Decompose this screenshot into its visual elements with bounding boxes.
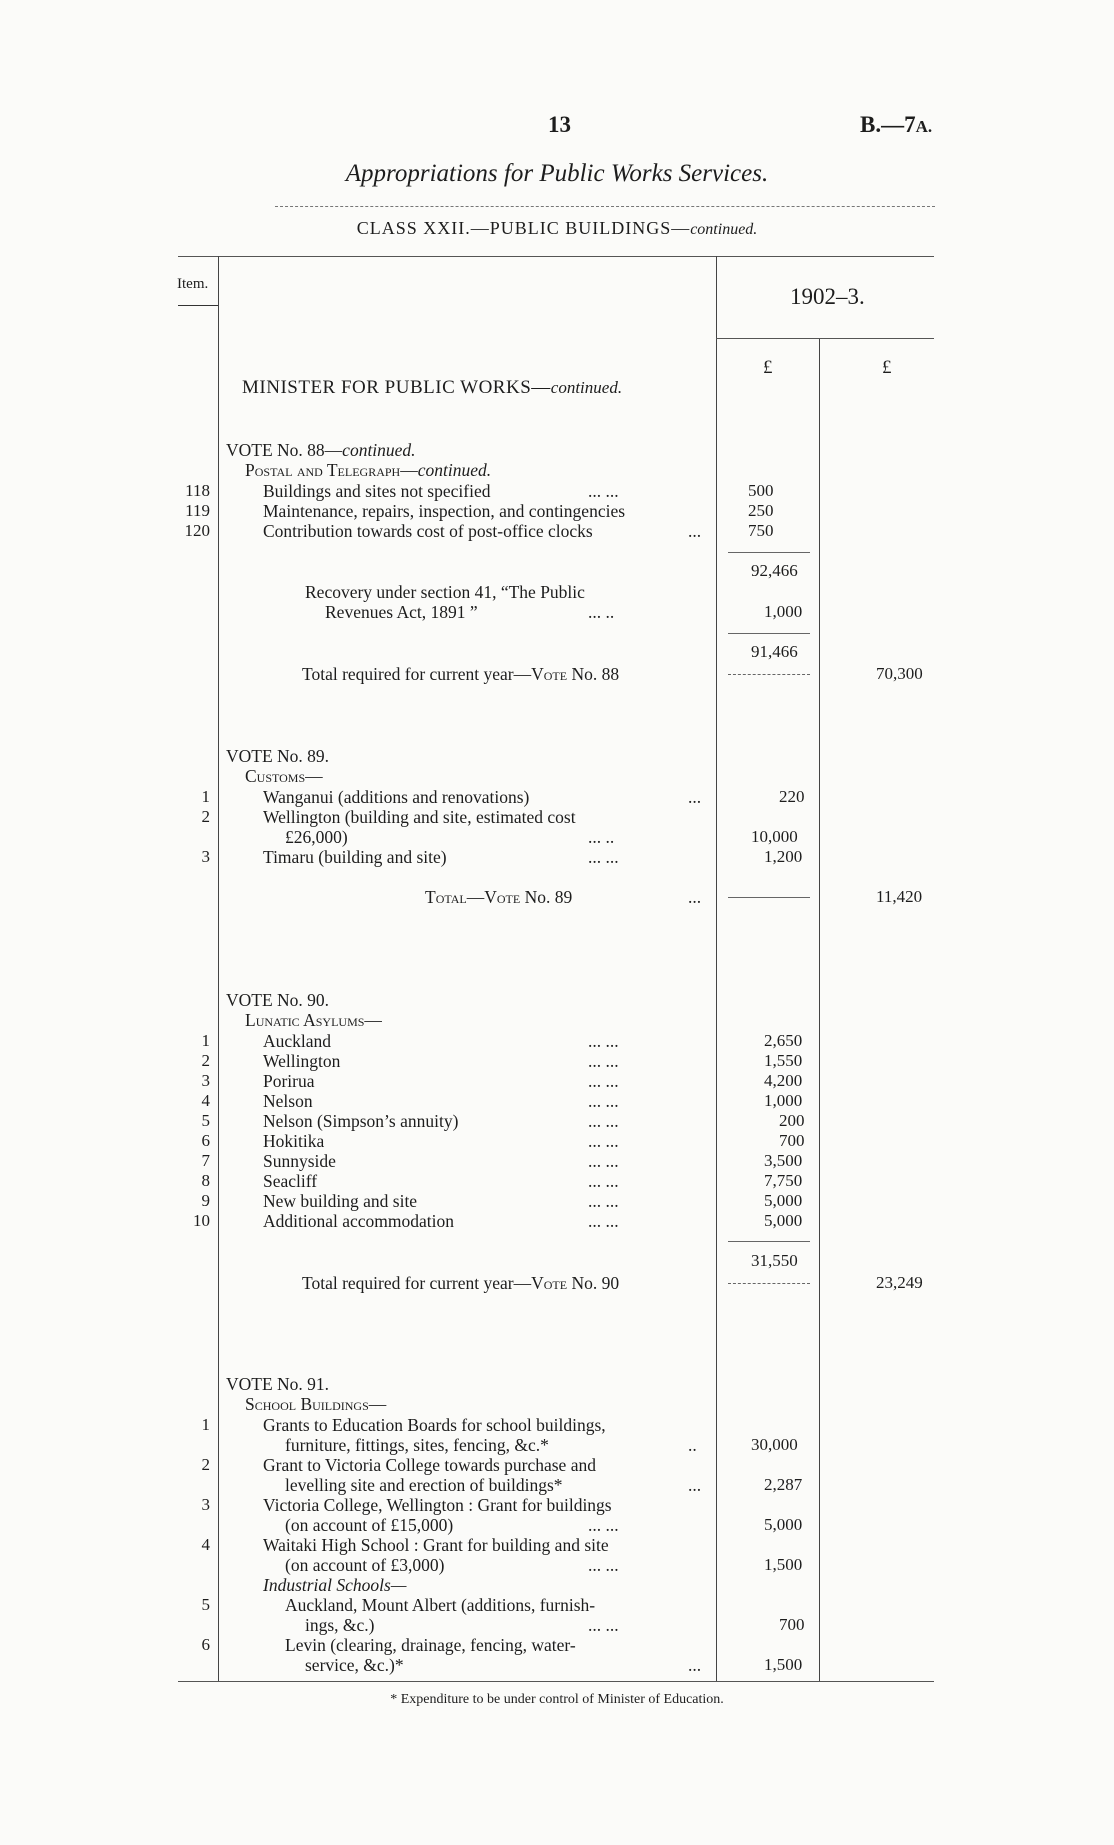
leader-dots: ... ... xyxy=(588,847,619,867)
item-number: 5 xyxy=(201,1111,210,1130)
item-amount: 5,000 xyxy=(764,1191,803,1210)
amount-column-divider xyxy=(819,338,820,1681)
item-description: Additional accommodation xyxy=(263,1211,454,1231)
item-description: Contribution towards cost of post-office clocks xyxy=(263,521,593,541)
leader-dots: ... ... xyxy=(588,1211,619,1231)
class-title-suffix: continued. xyxy=(690,221,758,238)
item-description: Timaru (building and site) xyxy=(263,847,447,867)
item-amount: 1,550 xyxy=(764,1051,803,1070)
total-label-vote: Vote xyxy=(531,1273,568,1293)
year-header: 1902–3. xyxy=(790,284,865,309)
item-description: Wellington xyxy=(263,1051,341,1071)
item-amount: 1,200 xyxy=(764,847,803,866)
total-leader-rule xyxy=(728,674,810,675)
subtotal-amount: 92,466 xyxy=(751,561,798,580)
item-number: 3 xyxy=(201,1495,210,1514)
item-number: 7 xyxy=(201,1151,210,1170)
item-number: 2 xyxy=(201,1051,210,1070)
item-description: Wanganui (additions and renovations) xyxy=(263,787,530,807)
vote-88-subhead-suffix: continued. xyxy=(417,460,492,480)
item-number: 6 xyxy=(201,1635,210,1654)
total-label-number: No. 90 xyxy=(567,1273,620,1293)
item-number: 5 xyxy=(201,1595,210,1614)
title-rule xyxy=(275,206,935,207)
item-number: 2 xyxy=(201,807,210,826)
item-description: New building and site xyxy=(263,1191,418,1211)
leader-dots: ... ... xyxy=(588,1091,619,1111)
item-amount: 10,000 xyxy=(751,827,798,846)
item-description: Seacliff xyxy=(263,1171,318,1191)
total-leader-rule xyxy=(728,1283,810,1284)
item-amount: 700 xyxy=(779,1131,805,1150)
item-amount: 5,000 xyxy=(764,1211,803,1230)
minister-heading-main: MINISTER FOR PUBLIC WORKS— xyxy=(242,377,551,398)
item-description: Sunnyside xyxy=(263,1151,336,1171)
table-top-rule xyxy=(178,256,934,257)
item-amount: 700 xyxy=(779,1615,805,1634)
leader-dots: ... ... xyxy=(588,1151,619,1171)
item-description: Auckland xyxy=(263,1031,332,1051)
item-amount: 1,000 xyxy=(764,1091,803,1110)
item-number: 6 xyxy=(201,1131,210,1150)
leader-dots: ... ... xyxy=(588,1191,619,1211)
leader-dots: ... ... xyxy=(588,1131,619,1151)
item-number: 118 xyxy=(185,481,210,500)
item-column-header: Item. xyxy=(177,276,209,292)
item-column-divider xyxy=(218,256,219,1681)
vote-88-subhead-main: Postal and Telegraph— xyxy=(245,460,418,480)
vote-88-title-suffix: continued. xyxy=(342,440,416,460)
reference-main: B.—7 xyxy=(860,112,916,137)
leader-dots: ... ... xyxy=(588,1615,619,1635)
item-description: Hokitika xyxy=(263,1131,325,1151)
item-amount: 750 xyxy=(748,521,774,540)
total-label-number: No. 89 xyxy=(520,887,573,907)
vote-88-total-label xyxy=(302,664,619,684)
item-number: 4 xyxy=(201,1091,210,1110)
table-bottom-rule xyxy=(178,1681,934,1682)
industrial-schools-subhead: Industrial Schools— xyxy=(263,1575,407,1595)
leader-dots: ... ... xyxy=(588,481,619,501)
reference-suffix: A. xyxy=(915,117,933,136)
description-column-divider xyxy=(716,256,717,1681)
leader-dots: ... xyxy=(688,787,702,807)
total-label-main: Total required for current year— xyxy=(302,664,532,684)
vote-90-subhead: Lunatic Asylums— xyxy=(245,1010,382,1030)
vote-90-title: VOTE No. 90. xyxy=(226,990,330,1010)
vote-89-total: 11,420 xyxy=(876,887,923,906)
subtotal-amount: 31,550 xyxy=(751,1251,798,1270)
total-label-number: No. 88 xyxy=(567,664,620,684)
item-number: 10 xyxy=(193,1211,210,1230)
item-description: Maintenance, repairs, inspection, and contingencies xyxy=(263,501,626,521)
vote-90-total: 23,249 xyxy=(876,1273,923,1292)
item-amount: 2,650 xyxy=(764,1031,803,1050)
leader-dots: ... ... xyxy=(588,1515,619,1535)
item-description: Victoria College, Wellington : Grant for buildings xyxy=(263,1495,612,1515)
leader-dots: ... .. xyxy=(588,827,615,847)
item-amount: 7,750 xyxy=(764,1171,803,1190)
leader-dots: ... xyxy=(688,1655,702,1675)
item-description: Grants to Education Boards for school buildings, xyxy=(263,1415,606,1435)
item-header-underline xyxy=(178,305,218,306)
vote-89-subhead: Customs— xyxy=(245,766,323,786)
item-description: Porirua xyxy=(263,1071,315,1091)
footnote: * Expenditure to be under control of Minister of Education. xyxy=(390,1692,724,1707)
leader-dots: ... ... xyxy=(588,1051,619,1071)
item-description: Grant to Victoria College towards purchase and xyxy=(263,1455,596,1475)
item-number: 120 xyxy=(184,521,210,540)
minister-heading xyxy=(242,378,622,398)
item-number: 119 xyxy=(185,501,210,520)
vote-89-title: VOTE No. 89. xyxy=(226,746,330,766)
class-title-main: CLASS XXII.—PUBLIC BUILDINGS— xyxy=(356,218,691,238)
item-description-line-2: furniture, fittings, sites, fencing, &c.* xyxy=(285,1435,549,1455)
total-label-vote: Vote xyxy=(531,664,568,684)
subtotal-rule xyxy=(728,552,810,553)
item-number: 3 xyxy=(201,847,210,866)
item-description-line-2: levelling site and erection of buildings* xyxy=(285,1475,563,1495)
vote-91-subhead: School Buildings— xyxy=(245,1394,387,1414)
vote-88-title-main: VOTE No. 88— xyxy=(226,440,343,460)
item-amount: 1,500 xyxy=(764,1555,803,1574)
item-amount: 1,500 xyxy=(764,1655,803,1674)
item-amount: 4,200 xyxy=(764,1071,803,1090)
item-description-line-2: (on account of £3,000) xyxy=(285,1555,445,1575)
leader-dots: ... xyxy=(688,887,702,907)
recovery-amount: 1,000 xyxy=(764,602,803,621)
leader-dots: ... xyxy=(688,1475,702,1495)
vote-91-title: VOTE No. 91. xyxy=(226,1374,330,1394)
leader-dots: .. xyxy=(688,1435,697,1455)
net-rule xyxy=(728,633,810,634)
vote-88-title xyxy=(226,440,416,460)
leader-dots: ... ... xyxy=(588,1171,619,1191)
item-description: Buildings and sites not specified xyxy=(263,481,491,501)
leader-dots: ... ... xyxy=(588,1031,619,1051)
leader-dots: ... .. xyxy=(588,602,615,622)
item-number: 4 xyxy=(201,1535,210,1554)
document-reference xyxy=(860,112,932,138)
leader-dots: ... ... xyxy=(588,1071,619,1091)
item-description: Nelson xyxy=(263,1091,313,1111)
item-amount: 220 xyxy=(779,787,805,806)
leader-dots: ... ... xyxy=(588,1555,619,1575)
total-label-vote: Total—Vote xyxy=(425,887,521,907)
subtotal-rule xyxy=(728,1241,810,1242)
net-amount: 91,466 xyxy=(751,642,798,661)
total-leader-rule xyxy=(728,897,810,898)
vote-88-total: 70,300 xyxy=(876,664,923,683)
item-amount: 3,500 xyxy=(764,1151,803,1170)
recovery-line-2: Revenues Act, 1891 ” xyxy=(325,602,478,622)
item-number: 2 xyxy=(201,1455,210,1474)
item-description: Wellington (building and site, estimated cost xyxy=(263,807,576,827)
page-number: 13 xyxy=(548,112,571,137)
leader-dots: ... ... xyxy=(588,1111,619,1131)
pound-unit-col1: £ xyxy=(763,357,773,378)
item-number: 1 xyxy=(201,1031,210,1050)
pound-unit-col2: £ xyxy=(882,357,892,378)
class-title xyxy=(0,218,1114,239)
vote-90-total-label xyxy=(302,1273,619,1293)
item-amount: 2,287 xyxy=(764,1475,803,1494)
item-description-line-2: service, &c.)* xyxy=(305,1655,404,1675)
item-description-line-2: ings, &c.) xyxy=(305,1615,375,1635)
item-amount: 30,000 xyxy=(751,1435,798,1454)
item-number: 1 xyxy=(201,787,210,806)
item-description: Nelson (Simpson’s annuity) xyxy=(263,1111,459,1131)
item-description-line-2: (on account of £15,000) xyxy=(285,1515,454,1535)
minister-heading-suffix: continued. xyxy=(550,378,623,397)
recovery-line-1: Recovery under section 41, “The Public xyxy=(305,582,585,602)
item-description: Auckland, Mount Albert (additions, furnish- xyxy=(285,1595,596,1615)
item-amount: 200 xyxy=(779,1111,805,1130)
item-number: 9 xyxy=(201,1191,210,1210)
leader-dots: ... xyxy=(688,521,702,541)
item-description: Waitaki High School : Grant for building and site xyxy=(263,1535,609,1555)
page-title: Appropriations for Public Works Services. xyxy=(345,160,769,187)
item-amount: 500 xyxy=(748,481,774,500)
item-number: 3 xyxy=(201,1071,210,1090)
year-header-rule xyxy=(716,338,934,339)
item-number: 8 xyxy=(201,1171,210,1190)
item-amount: 250 xyxy=(748,501,774,520)
vote-89-total-label xyxy=(425,887,572,907)
item-description: Levin (clearing, drainage, fencing, water- xyxy=(285,1635,576,1655)
item-amount: 5,000 xyxy=(764,1515,803,1534)
vote-88-subhead xyxy=(245,460,491,480)
item-number: 1 xyxy=(201,1415,210,1434)
total-label-main: Total required for current year— xyxy=(302,1273,532,1293)
item-description-line-2: £26,000) xyxy=(285,827,348,847)
